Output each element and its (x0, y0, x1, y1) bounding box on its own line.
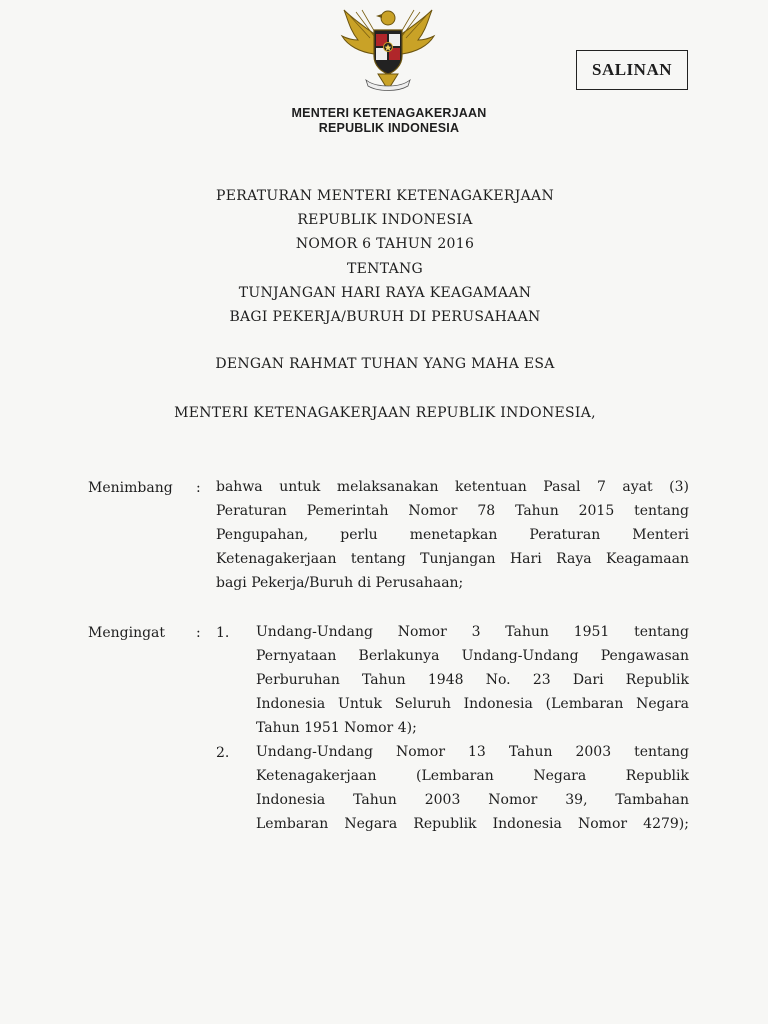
issuer-line: MENTERI KETENAGAKERJAAN REPUBLIK INDONESIA, (174, 405, 596, 421)
mengingat-item-1 (256, 620, 689, 740)
list-item-number: 1. (216, 625, 230, 641)
paragraph-line: Undang-Undang Nomor 13 Tahun 2003 tentang (256, 744, 689, 760)
regulation-number: NOMOR 6 TAHUN 2016 (295, 236, 475, 252)
paragraph-line: bagi Pekerja/Buruh di Perusahaan; (216, 575, 464, 591)
menimbang-paragraph (216, 475, 689, 595)
paragraph-line: Pernyataan Berlakunya Undang-Undang Pengawasan (256, 648, 689, 664)
regulation-subject: TUNJANGAN HARI RAYA KEAGAMAAN (238, 285, 532, 301)
menimbang-colon: : (196, 480, 201, 496)
paragraph-line: Indonesia Tahun 2003 Nomor 39, Tambahan (256, 792, 689, 808)
paragraph-line: Ketenagakerjaan tentang Tunjangan Hari Raya Keagamaan (216, 551, 689, 567)
paragraph-line: Tahun 1951 Nomor 4); (256, 720, 417, 736)
regulation-subject: BAGI PEKERJA/BURUH DI PERUSAHAAN (229, 309, 541, 325)
paragraph-line: Pengupahan, perlu menetapkan Peraturan Menteri (216, 527, 689, 543)
blessing-line: DENGAN RAHMAT TUHAN YANG MAHA ESA (215, 356, 555, 372)
mengingat-item-2 (256, 740, 689, 836)
paragraph-line: Perburuhan Tahun 1948 No. 23 Dari Republik (256, 672, 689, 688)
regulation-title-line: REPUBLIK INDONESIA (297, 212, 473, 228)
menimbang-label: Menimbang (88, 480, 173, 496)
paragraph-line: Peraturan Pemerintah Nomor 78 Tahun 2015 tentang (216, 503, 689, 519)
list-item-number: 2. (216, 745, 230, 761)
paragraph-line: Indonesia Untuk Seluruh Indonesia (Lembaran Negara (256, 696, 689, 712)
paragraph-line: Lembaran Negara Republik Indonesia Nomor 4279); (256, 816, 689, 832)
paragraph-line: Ketenagakerjaan (Lembaran Negara Republik (256, 768, 689, 784)
garuda-emblem-icon (330, 0, 446, 100)
paragraph-line: bahwa untuk melaksanakan ketentuan Pasal 7 ayat (3) (216, 479, 689, 495)
ministry-name: MENTERI KETENAGAKERJAAN (291, 106, 487, 120)
ministry-country: REPUBLIK INDONESIA (318, 121, 460, 135)
mengingat-label: Mengingat (88, 625, 166, 641)
salinan-stamp: SALINAN (576, 50, 688, 90)
regulation-title-line: PERATURAN MENTERI KETENAGAKERJAAN (216, 188, 554, 204)
paragraph-line: Undang-Undang Nomor 3 Tahun 1951 tentang (256, 624, 689, 640)
mengingat-colon: : (196, 625, 201, 641)
regulation-tentang: TENTANG (346, 261, 424, 277)
